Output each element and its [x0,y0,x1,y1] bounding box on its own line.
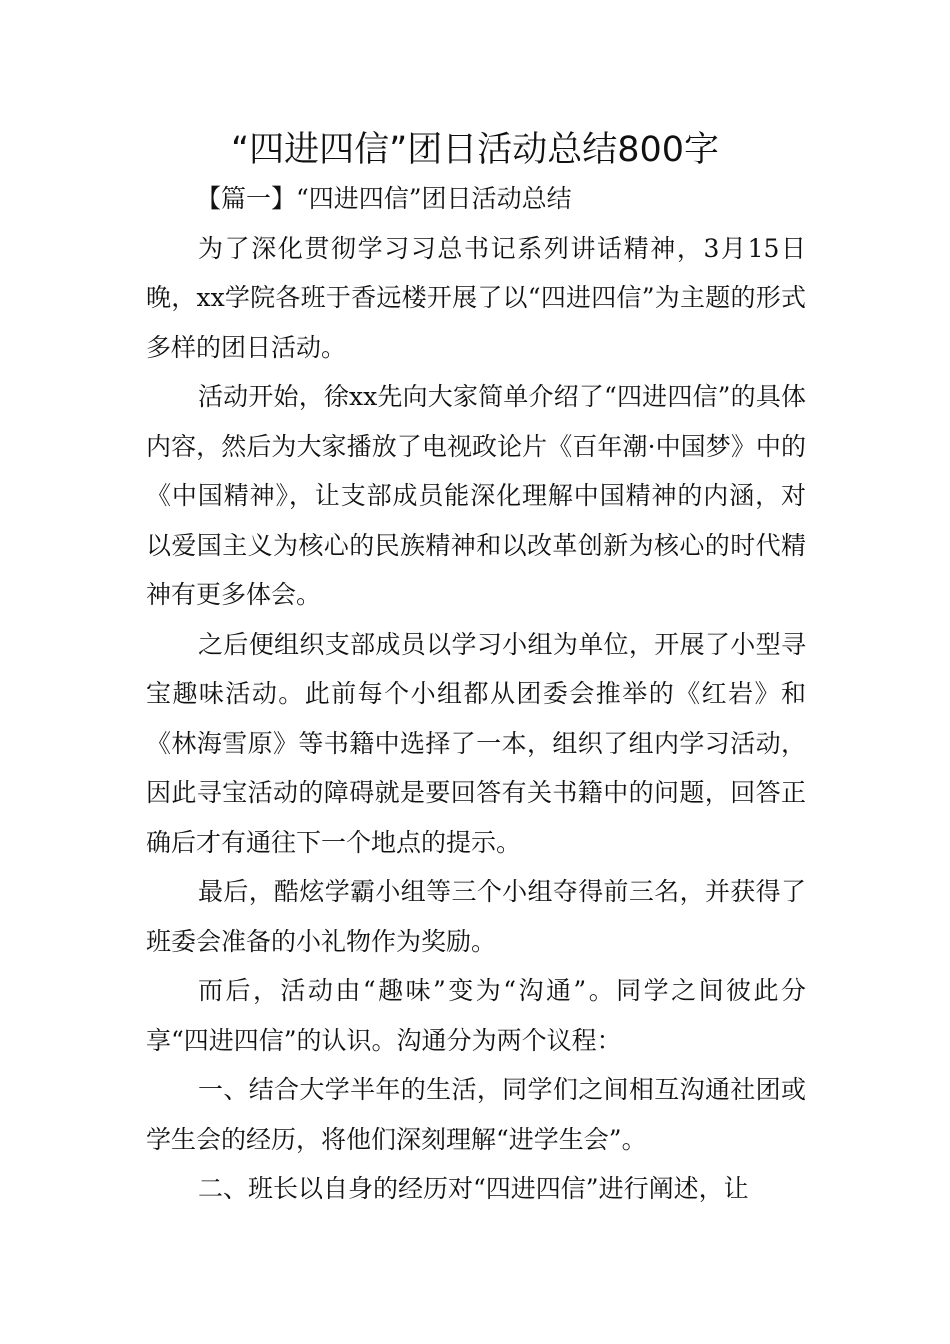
paragraph-7: 二、班长以自身的经历对“四进四信”进行阐述，让 [198,1174,749,1203]
document-body [146,174,806,1214]
paragraph-5: 而后，活动由“趣味”变为“沟通”。同学之间彼此分享“四进四信”的认识。沟通分为两个议程： [146,976,806,1055]
paragraph-4: 最后，酷炫学霸小组等三个小组夺得前三名，并获得了班委会准备的小礼物作为奖励。 [146,877,806,956]
paragraph-6: 一、结合大学半年的生活，同学们之间相互沟通社团或学生会的经历，将他们深刻理解“进学生会”。 [146,1075,806,1154]
paragraph-2: 活动开始，徐xx先向大家简单介绍了“四进四信”的具体内容，然后为大家播放了电视政论片《百年潮·中国梦》中的《中国精神》，让支部成员能深化理解中国精神的内涵，对以爱国主义为核心的民族精神和以改革创新为核心的时代精神有更多体会。 [146,382,806,609]
document-title: “四进四信”团日活动总结800字 [230,130,720,170]
section-heading: 【篇一】“四进四信”团日活动总结 [196,184,572,213]
paragraph-3: 之后便组织支部成员以学习小组为单位，开展了小型寻宝趣味活动。此前每个小组都从团委会推举的《红岩》和《林海雪原》等书籍中选择了一本，组织了组内学习活动，因此寻宝活动的障碍就是要回答有关书籍中的问题，回答正确后才有通往下一个地点的提示。 [146,629,806,857]
paragraph-1: 为了深化贯彻学习习总书记系列讲话精神，3月15日晚，xx学院各班于香远楼开展了以“四进四信”为主题的形式多样的团日活动。 [146,233,806,362]
